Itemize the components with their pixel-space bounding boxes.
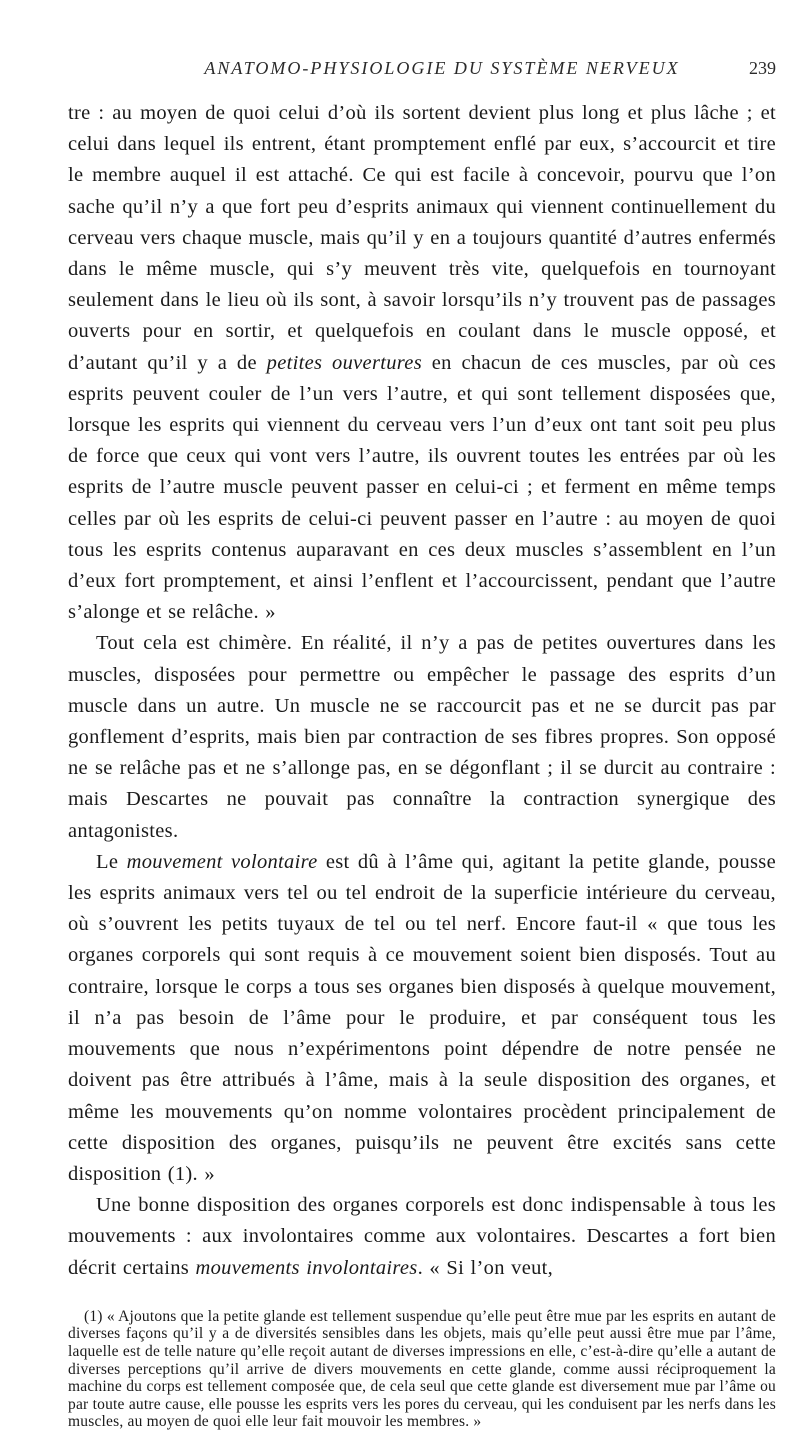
paragraph-1-text: tre : au moyen de quoi celui d’où ils sortent devient plus long et plus lâche ; et celui dans lequel ils entrent, étant promptement enflé par eux, s’accourcit et tire le membre auquel il est attaché. Ce qui est facile à concevoir, pourvu que l’on sache qu’il n’y a que fort peu d’esprits animaux qui viennent continuellement du cerveau vers chaque muscle, mais qu’il y en a toujours quantité d’autres enfermés dans le même muscle, qui s’y meuvent très vite, quelquefois en tournoyant seulement dans le lieu où ils sont, à savoir lorsqu’ils n’y trouvent pas de passages ouverts pour en sortir, et quelquefois en coulant dans le muscle opposé, et d’autant qu’il y a de (68, 102, 776, 374)
paragraph-4-text: Une bonne disposition des organes corporels est donc indispensable à tous les mouvements : aux involontaires comme aux volontaires. Descartes a fort bien décrit certains (68, 1194, 776, 1279)
paragraph-4-text-rest: . « Si l’on veut, (417, 1256, 554, 1279)
paragraph-2: Tout cela est chimère. En réalité, il n’y a pas de petites ouvertures dans les muscles, disposées pour permettre ou empêcher le passage des esprits d’un muscle dans un autre. Un muscle ne se raccourcit pas et ne se durcit pas par gonflement d’esprits, mais bien par contraction de ses fibres propres. Son opposé ne se relâche pas et ne s’allonge pas, en se dégonflant ; il se durcit au contraire : mais Descartes ne pouvait pas connaître la contraction synergique des antagonistes. (68, 632, 776, 842)
running-title: ANATOMO-PHYSIOLOGIE DU SYSTÈME NERVEUX (204, 58, 680, 78)
body-text (68, 98, 776, 1284)
footnote (68, 1308, 776, 1431)
paragraph-3-italic: mouvement volontaire (126, 850, 318, 873)
paragraph-3-text-start: Le (96, 850, 119, 873)
paragraph-4 (68, 1190, 776, 1284)
paragraph-1 (68, 98, 776, 628)
paragraph-3-text-rest: est dû à l’âme qui, agitant la petite glande, pousse les esprits animaux vers tel ou tel endroit de la superficie intérieure du cerveau, où s’ouvrent les petits tuyaux de tel ou tel nerf. Encore faut-il « que tous les organes corporels qui sont requis à ce mouvement soient bien disposés. Tout au contraire, lorsque le corps a tous ses organes bien disposés à quelque mouvement, il n’a pas besoin de l’âme pour le produire, et par conséquent tous les mouvements que nous n’expérimentons point dépendre de notre pensée ne doivent pas être attribués à l’âme, mais à la seule disposition des organes, et même les mouvements qu’on nomme volontaires procèdent principalement de cette disposition des organes, puisqu’ils ne peuvent être excités sans cette disposition (1). » (68, 850, 776, 1185)
paragraph-1-italic: petites ouvertures (266, 351, 422, 374)
footnote-text: (1) « Ajoutons que la petite glande est tellement suspendue qu’elle peut être mue par les esprits en autant de diverses façons qu’il y a de diversités sensibles dans les objets, mais qu’elle peut aussi être mue par l’âme, laquelle est de telle nature qu’elle reçoit autant de diverses impressions en elle, c’est-à-dire qu’elle a autant de diverses perceptions qu’il arrive de divers mouvements en cette glande, comme aussi réciproquement la machine du corps est tellement composée que, de cela seul que cette glande est diversement mue par l’âme ou par toute autre cause, elle pousse les esprits vers les pores du cerveau, qui les conduisent par les nerfs dans les muscles, au moyen de quoi elle leur fait mouvoir les membres. » (68, 1307, 776, 1431)
paragraph-3 (68, 847, 776, 1190)
page-number: 239 (749, 58, 776, 78)
paragraph-4-italic: mouvements involontaires (195, 1256, 418, 1279)
running-header (68, 58, 776, 98)
paragraph-1-text-rest: en chacun de ces muscles, par où ces esprits peuvent couler de l’un vers l’autre, et qui sont tellement disposées que, lorsque les esprits qui viennent du cerveau vers l’un d’eux ont tant soit peu plus de force que ceux qui vont vers l’autre, ils ouvrent toutes les entrées par où les esprits de l’autre muscle peuvent passer en celui-ci ; et ferment en même temps celles par où les esprits de celui-ci peuvent passer en l’autre : au moyen de quoi tous les esprits contenus auparavant en ces deux muscles s’assemblent en l’un d’eux fort promptement, et ainsi l’enflent et l’accourcissent, pendant que l’autre s’alonge et se relâche. » (68, 351, 776, 624)
